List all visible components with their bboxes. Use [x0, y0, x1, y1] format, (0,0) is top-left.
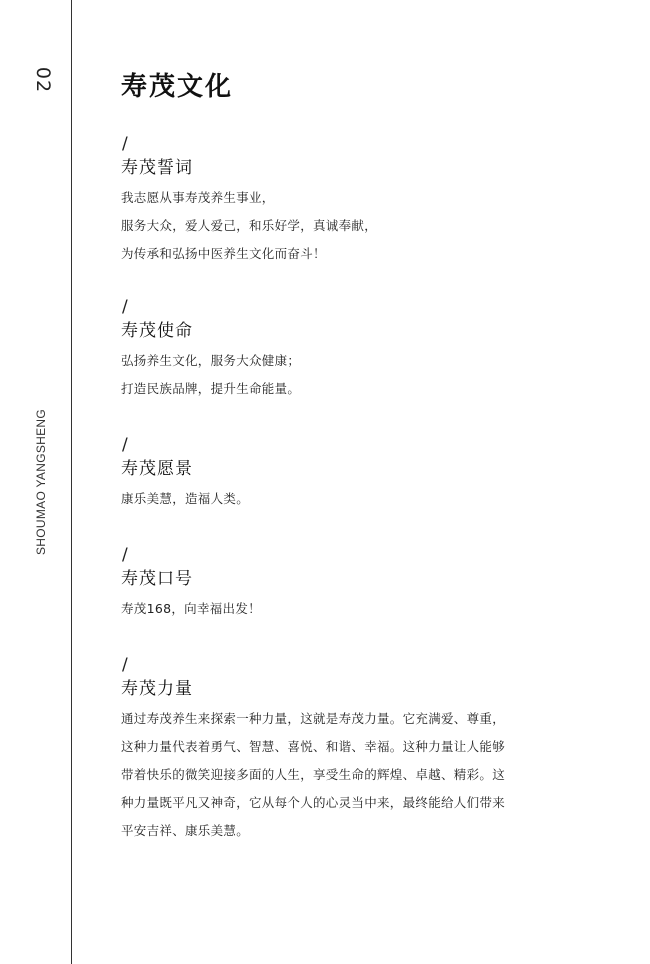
section-slogan: [121, 545, 571, 623]
section-oath: [121, 134, 571, 268]
page-number: 02: [32, 66, 54, 94]
section-text-line: 带着快乐的微笑迎接多面的人生，享受生命的辉煌、卓越、精彩。这: [121, 767, 506, 782]
section-text-line: 打造民族品牌，提升生命能量。: [121, 381, 301, 396]
side-label-vertical: SHOUMAO YANGSHENG: [34, 408, 48, 556]
section-vision: [121, 435, 571, 513]
section-text-line: 寿茂168，向幸福出发！: [121, 601, 261, 616]
vertical-divider-line: [71, 0, 72, 964]
section-text-line: 平安吉祥、康乐美慧。: [121, 823, 250, 838]
section-text-line: 这种力量代表着勇气、智慧、喜悦、和谐、幸福。这种力量让人能够: [121, 739, 506, 754]
section-heading: 寿茂誓词: [121, 158, 193, 178]
section-heading: 寿茂口号: [121, 569, 193, 589]
section-marker: /: [122, 297, 128, 317]
section-heading: 寿茂愿景: [121, 459, 193, 479]
page-title: 寿茂文化: [121, 72, 234, 102]
section-mission: [121, 297, 571, 403]
section-text-line: 服务大众，爱人爱己，和乐好学，真诚奉献，: [121, 218, 378, 233]
section-text-line: 通过寿茂养生来探索一种力量，这就是寿茂力量。它充满爱、尊重，: [121, 711, 506, 726]
section-text-line: 为传承和弘扬中医养生文化而奋斗！: [121, 246, 326, 261]
section-heading: 寿茂力量: [121, 679, 193, 699]
section-power: [121, 655, 571, 845]
section-text-line: 弘扬养生文化，服务大众健康；: [121, 353, 301, 368]
section-marker: /: [122, 134, 128, 154]
section-text-line: 种力量既平凡又神奇，它从每个人的心灵当中来，最终能给人们带来: [121, 795, 506, 810]
section-marker: /: [122, 655, 128, 675]
section-marker: /: [122, 435, 128, 455]
section-heading: 寿茂使命: [121, 321, 193, 341]
section-text-line: 我志愿从事寿茂养生事业，: [121, 190, 275, 205]
section-text-line: 康乐美慧，造福人类。: [121, 491, 250, 506]
section-marker: /: [122, 545, 128, 565]
